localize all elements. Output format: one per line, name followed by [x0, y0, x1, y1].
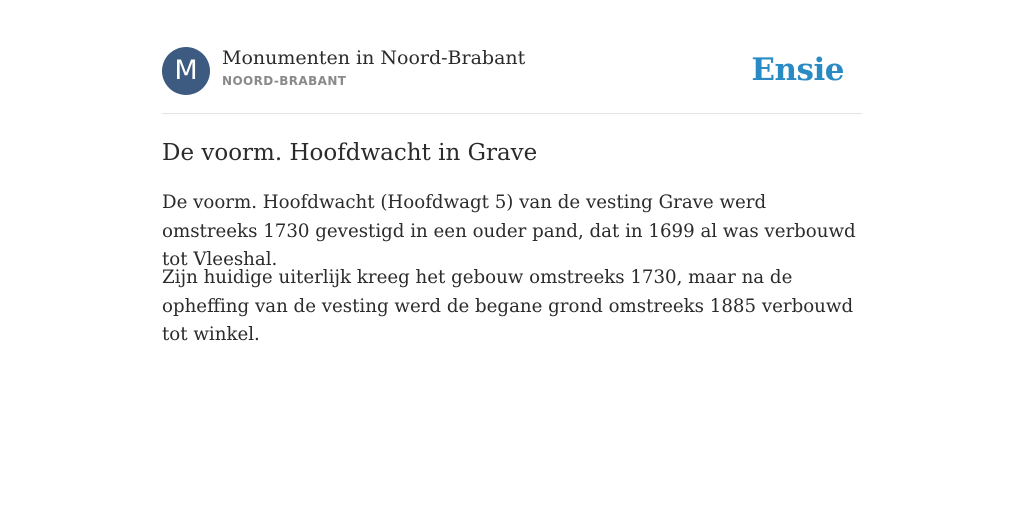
brand-logo[interactable]: Ensie — [751, 52, 844, 88]
article-title: De voorm. Hoofdwacht in Grave — [162, 140, 538, 166]
article-paragraph: De voorm. Hoofdwacht (Hoofdwagt 5) van de vesting Grave werd omstreeks 1730 gevestigd in een ouder pand, dat in 1699 al was verbouwd tot Vleeshal. — [162, 192, 856, 270]
site-title[interactable]: Monumenten in Noord-Brabant — [222, 47, 526, 69]
article-card — [162, 0, 862, 345]
card-header — [162, 0, 862, 114]
article-paragraph: Zijn huidige uiterlijk kreeg het gebouw omstreeks 1730, maar na de opheffing van de vesting werd de begane grond omstreeks 1885 verbouwd tot winkel. — [162, 267, 854, 345]
avatar[interactable]: M — [162, 47, 210, 95]
site-subtitle[interactable]: NOORD-BRABANT — [222, 74, 347, 88]
